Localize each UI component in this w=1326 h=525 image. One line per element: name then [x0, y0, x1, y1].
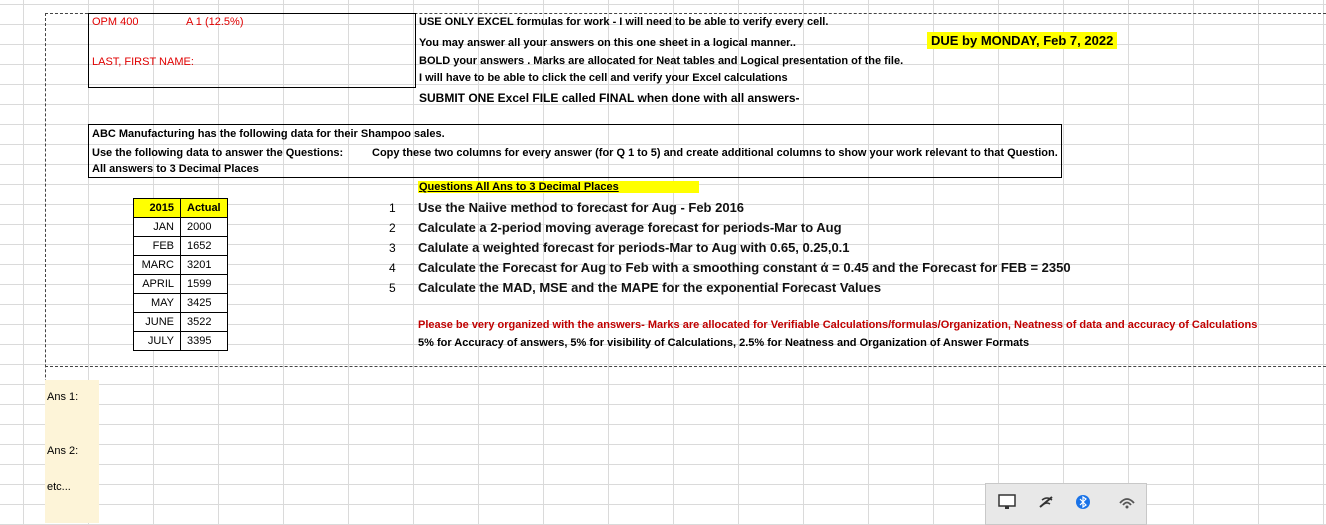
- grading-note[interactable]: Please be very organized with the answers- Marks are allocated for Verifiable Calculations/formulas/Organization, Neatness of data and accuracy of Calculations: [418, 319, 1258, 331]
- month-cell[interactable]: APRIL: [134, 275, 181, 294]
- month-cell[interactable]: JUNE: [134, 313, 181, 332]
- question-number-5: 5: [389, 281, 396, 295]
- month-cell[interactable]: MARC: [134, 256, 181, 275]
- table-row: [134, 313, 228, 332]
- month-cell[interactable]: FEB: [134, 237, 181, 256]
- table-row: [134, 218, 228, 237]
- info-line-1[interactable]: ABC Manufacturing has the following data for their Shampoo sales.: [92, 128, 445, 140]
- info-line-3[interactable]: All answers to 3 Decimal Places: [92, 163, 259, 175]
- question-number-2: 2: [389, 221, 396, 235]
- instruction-4[interactable]: I will have to be able to click the cell and verify your Excel calculations: [419, 72, 788, 84]
- system-tray: [985, 483, 1147, 525]
- value-cell[interactable]: 3522: [181, 313, 228, 332]
- answer-1-label[interactable]: Ans 1:: [45, 380, 99, 416]
- monitor-icon[interactable]: [998, 494, 1016, 515]
- instruction-5[interactable]: SUBMIT ONE Excel FILE called FINAL when done with all answers-: [419, 91, 800, 105]
- bluetooth-icon[interactable]: [1076, 494, 1090, 515]
- table-row: [134, 294, 228, 313]
- month-cell[interactable]: JULY: [134, 332, 181, 351]
- value-cell[interactable]: 2000: [181, 218, 228, 237]
- table-row: [134, 256, 228, 275]
- questions-heading[interactable]: Questions All Ans to 3 Decimal Places: [418, 181, 699, 193]
- question-number-4: 4: [389, 261, 396, 275]
- etc-label[interactable]: etc...: [45, 472, 99, 523]
- instruction-1[interactable]: USE ONLY EXCEL formulas for work - I will need to be able to verify every cell.: [419, 16, 829, 28]
- due-date[interactable]: DUE by MONDAY, Feb 7, 2022: [927, 32, 1117, 49]
- print-border-bottom: [45, 366, 1326, 367]
- info-line-2b[interactable]: Copy these two columns for every answer (for Q 1 to 5) and create additional columns to show your work relevant to that Question.: [372, 147, 1058, 159]
- wifi-icon[interactable]: [1118, 494, 1136, 515]
- answer-2-label[interactable]: Ans 2:: [45, 416, 99, 472]
- table-row: [134, 275, 228, 294]
- table-row: [134, 237, 228, 256]
- question-number-3: 3: [389, 241, 396, 255]
- value-cell[interactable]: 1652: [181, 237, 228, 256]
- question-text-3[interactable]: Calulate a weighted forecast for periods-Mar to Aug with 0.65, 0.25,0.1: [418, 240, 850, 255]
- table-header-actual[interactable]: Actual: [181, 199, 228, 218]
- instruction-2[interactable]: You may answer all your answers on this one sheet in a logical manner..: [419, 37, 796, 49]
- table-row: [134, 332, 228, 351]
- info-line-2a[interactable]: Use the following data to answer the Questions:: [92, 147, 344, 159]
- table-header-year[interactable]: 2015: [134, 199, 181, 218]
- sales-data-table: [133, 198, 228, 351]
- question-text-5[interactable]: Calculate the MAD, MSE and the MAPE for the exponential Forecast Values: [418, 280, 882, 295]
- month-cell[interactable]: JAN: [134, 218, 181, 237]
- value-cell[interactable]: 3201: [181, 256, 228, 275]
- month-cell[interactable]: MAY: [134, 294, 181, 313]
- question-text-1[interactable]: Use the Naiive method to forecast for Aug - Feb 2016: [418, 200, 745, 215]
- name-label[interactable]: LAST, FIRST NAME:: [92, 56, 194, 68]
- network-off-icon[interactable]: [1038, 494, 1056, 515]
- value-cell[interactable]: 3425: [181, 294, 228, 313]
- question-number-1: 1: [389, 201, 396, 215]
- instruction-3[interactable]: BOLD your answers . Marks are allocated for Neat tables and Logical presentation of the file.: [419, 55, 904, 67]
- course-code[interactable]: OPM 400: [92, 16, 139, 28]
- marks-breakdown[interactable]: 5% for Accuracy of answers, 5% for visibility of Calculations, 2.5% for Neatness and Organization of Answer Formats: [418, 337, 1030, 349]
- value-cell[interactable]: 1599: [181, 275, 228, 294]
- value-cell[interactable]: 3395: [181, 332, 228, 351]
- assignment-weight[interactable]: A 1 (12.5%): [186, 16, 244, 28]
- question-text-4[interactable]: Calculate the Forecast for Aug to Feb with a smoothing constant ά = 0.45 and the Forecast for FEB = 2350: [418, 260, 1071, 275]
- question-text-2[interactable]: Calculate a 2-period moving average forecast for periods-Mar to Aug: [418, 220, 842, 235]
